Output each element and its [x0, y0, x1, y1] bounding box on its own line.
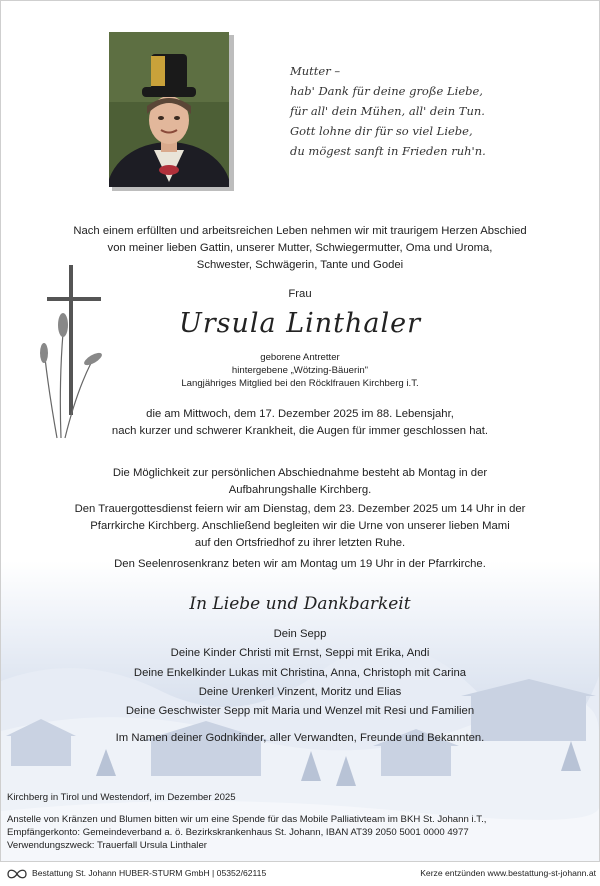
others-line: Im Namen deiner Godnkinder, aller Verwandten, Freunde und Bekannten. [115, 732, 485, 744]
donation-text [7, 813, 486, 852]
details [1, 351, 599, 390]
rosary-text: Den Seelenrosenkranz beten wir am Montag um 19 Uhr in der Pfarrkirche. [114, 558, 486, 570]
donation-line: Anstelle von Kränzen und Blumen bitten wir um eine Spende für das Mobile Palliativteam im BKH St. Johann i.T., [7, 814, 487, 825]
footer-left: Bestattung St. Johann HUBER-STURM GmbH | 05352/62115 [32, 868, 267, 878]
mass-line: Den Trauergottesdienst feiern wir am Dienstag, dem 23. Dezember 2025 um 14 Uhr in der [74, 503, 526, 515]
intro-line: Schwester, Schwägerin, Tante und Godei [196, 259, 404, 271]
mass-line: Pfarrkirche Kirchberg. Anschließend begleiten wir die Urne von unserer lieben Mami [90, 520, 510, 532]
family-line: Deine Geschwister Sepp mit Maria und Wenzel mit Resi und Familien [125, 705, 475, 717]
farewell-text [1, 465, 599, 499]
mass-text [1, 501, 599, 552]
donation-line: Empfängerkonto: Gemeindeverband a. ö. Bezirkskrankenhaus St. Johann, IBAN AT39 2050 5001 0000 4977 [7, 827, 469, 838]
portrait-photo [109, 32, 229, 187]
poem [290, 61, 486, 161]
death-line: die am Mittwoch, dem 17. Dezember 2025 im 88. Lebensjahr, [146, 408, 454, 420]
infinity-logo-icon [6, 869, 28, 879]
donation-line: Verwendungszweck: Trauerfall Ursula Linthaler [7, 840, 207, 851]
details-line: geborene Antretter [260, 352, 340, 363]
farewell-line: Aufbahrungshalle Kirchberg. [228, 484, 372, 496]
details-line: Langjähriges Mitglied bei den Röcklfrauen Kirchberg i.T. [181, 378, 419, 389]
family-line: Deine Urenkerl Vinzent, Moritz und Elias [198, 686, 402, 698]
mass-line: auf den Ortsfriedhof zu ihrer letzten Ruhe. [194, 537, 406, 549]
poem-line: Mutter – [290, 64, 341, 78]
intro-line: Nach einem erfüllten und arbeitsreichen Leben nehmen wir mit traurigem Herzen Abschied [73, 225, 527, 237]
family-line: Deine Kinder Christi mit Ernst, Seppi mit Erika, Andi [170, 647, 430, 659]
poem-line: hab' Dank für deine große Liebe, [290, 84, 483, 98]
deceased-name: Ursula Linthaler [178, 308, 422, 339]
intro-line: von meiner lieben Gattin, unserer Mutter, Schwiegermutter, Oma und Uroma, [107, 242, 493, 254]
death-line: nach kurzer und schwerer Krankheit, die Augen für immer geschlossen hat. [111, 425, 489, 437]
details-line: hintergebene „Wötzing-Bäuerin" [231, 365, 369, 376]
family-line: Deine Enkelkinder Lukas mit Christina, Anna, Christoph mit Carina [133, 667, 467, 679]
farewell-line: Die Möglichkeit zur persönlichen Abschiednahme besteht ab Montag in der [112, 467, 488, 479]
poem-line: für all' dein Mühen, all' dein Tun. [290, 104, 485, 118]
death-text [1, 406, 599, 440]
poem-line: du mögest sanft in Frieden ruh'n. [290, 144, 486, 158]
closing-script: In Liebe und Dankbarkeit [189, 594, 411, 614]
poem-line: Gott lohne dir für so viel Liebe, [290, 124, 473, 138]
place-date: Kirchberg in Tirol und Westendorf, im Dezember 2025 [7, 792, 236, 803]
footer-link[interactable]: Kerze entzünden www.bestattung-st-johann.at [420, 868, 596, 878]
salutation: Frau [288, 288, 312, 300]
family-line: Dein Sepp [273, 628, 327, 640]
